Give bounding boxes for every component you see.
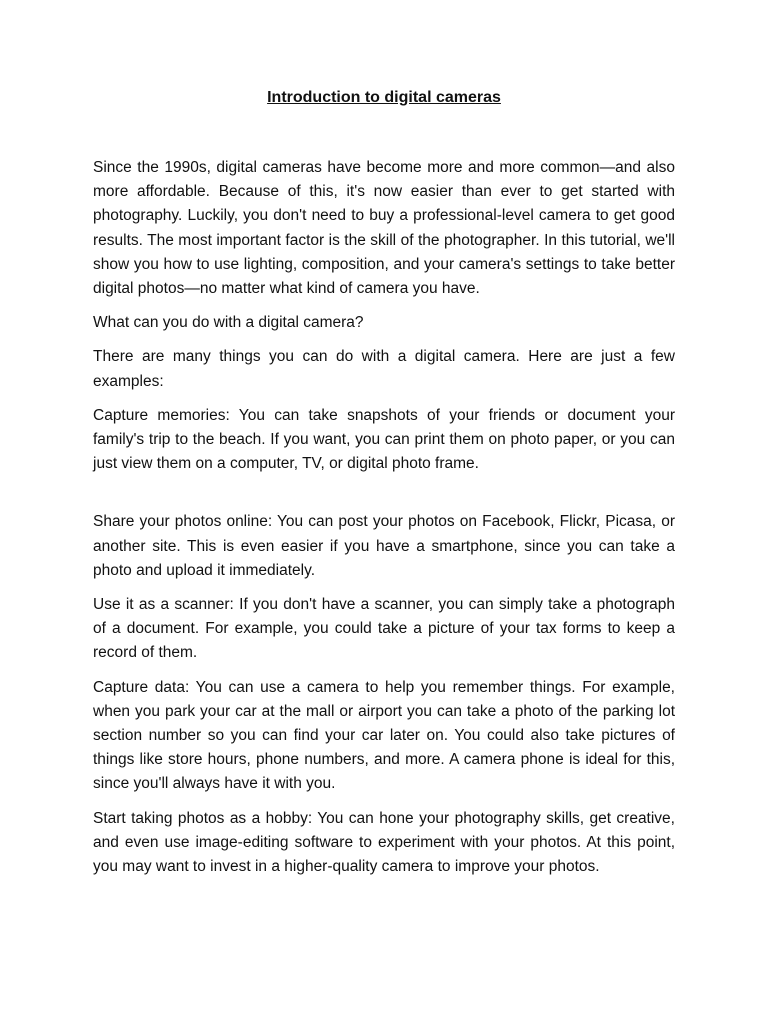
item-text: You can use a camera to help you remember things. For example, when you park your car at the mall or airport you can take a photo of the parking lot section number so you can find your car later on. You could also take pictures of things like store hours, phone numbers, and more. A camera phone is ideal for this, since you'll always have it with you. bbox=[93, 678, 675, 793]
item-text: You can hone your photography skills, get creative, and even use image-editing software to experiment with your photos. At this point, you may want to invest in a higher-quality camera to improve your photos. bbox=[93, 809, 675, 876]
list-item bbox=[93, 510, 675, 583]
item-term: Capture memories: bbox=[93, 406, 230, 424]
item-text: You can take snapshots of your friends or document your family's trip to the beach. If you want, you can print them on photo paper, or you can just view them on a computer, TV, or digital photo frame. bbox=[93, 406, 676, 473]
lead-paragraph: There are many things you can do with a digital camera. Here are just a few examples: bbox=[93, 348, 675, 390]
item-term: Capture data: bbox=[93, 678, 190, 696]
document-title: Introduction to digital cameras bbox=[267, 89, 501, 106]
item-term: Share your photos online: bbox=[93, 513, 273, 531]
item-text: You can post your photos on Facebook, Flickr, Picasa, or another site. This is even easier if you have a smartphone, since you can take a photo and upload it immediately. bbox=[93, 513, 675, 579]
list-item bbox=[93, 676, 675, 797]
list-item bbox=[93, 404, 675, 477]
item-text: If you don't have a scanner, you can simply take a photograph of a document. For example, you could take a picture of your tax forms to keep a record of them. bbox=[93, 596, 676, 662]
intro-paragraph: Since the 1990s, digital cameras have become more and more common—and also more affordable. Because of this, it's now easier than ever to get started with photography. Luckily, you don't need to buy a professional-level camera to get good results. The most important factor is the skill of the photographer. In this tutorial, we'll show you how to use lighting, composition, and your camera's settings to take better digital photos—no matter what kind of camera you have. bbox=[93, 159, 675, 298]
item-term: Start taking photos as a hobby: bbox=[93, 809, 313, 827]
document-body bbox=[93, 156, 675, 889]
list-item bbox=[93, 593, 675, 666]
item-term: Use it as a scanner: bbox=[93, 596, 234, 614]
question-paragraph: What can you do with a digital camera? bbox=[93, 314, 364, 332]
list-item bbox=[93, 807, 675, 880]
